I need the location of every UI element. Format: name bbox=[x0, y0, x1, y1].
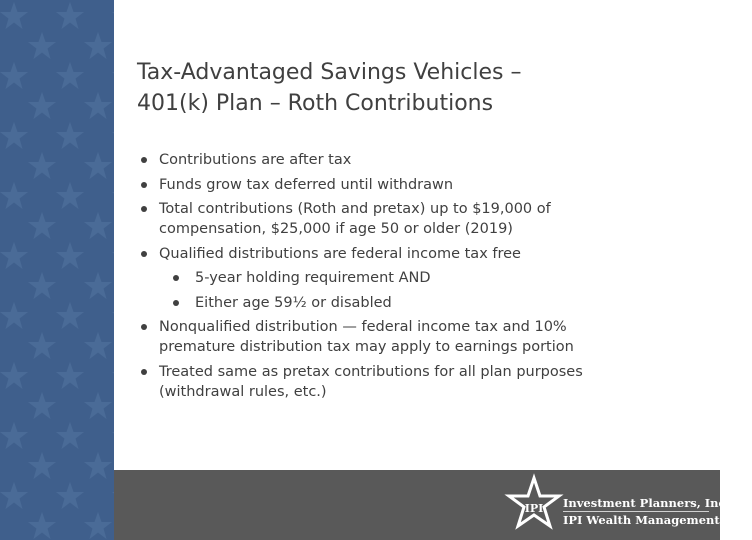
bullet-item bbox=[137, 175, 627, 195]
bullet-dot bbox=[141, 251, 147, 257]
sub-bullet-item bbox=[137, 293, 627, 313]
bullet-item bbox=[137, 317, 627, 357]
bullet-item bbox=[137, 362, 627, 402]
star-icon bbox=[508, 476, 562, 532]
bullet-text: 5-year holding requirement AND bbox=[195, 270, 431, 286]
bullet-dot bbox=[141, 369, 147, 375]
bullet-dot bbox=[141, 157, 147, 163]
bullet-dot bbox=[141, 206, 147, 212]
bullet-dot bbox=[173, 275, 179, 281]
bullet-text: Treated same as pretax contributions for all plan purposes (withdrawal rules, etc.) bbox=[159, 363, 583, 400]
bullet-text: Funds grow tax deferred until withdrawn bbox=[159, 176, 454, 193]
bullet-text: Contributions are after tax bbox=[159, 152, 352, 168]
company-name-1: Investment Planners, Inc. bbox=[563, 496, 730, 510]
bullet-dot bbox=[141, 182, 147, 188]
bullet-dot bbox=[141, 324, 147, 330]
company-logo bbox=[508, 476, 752, 536]
company-name-2: IPI Wealth Management, Inc. bbox=[563, 513, 752, 527]
bullet-list bbox=[137, 150, 627, 406]
bullet-dot bbox=[173, 300, 179, 306]
bullet-text: Total contributions (Roth and pretax) up to $19,000 of compensation, $25,000 if age 50 or older (2019) bbox=[159, 201, 551, 237]
bullet-text: Either age 59½ or disabled bbox=[195, 294, 392, 311]
star-pattern bbox=[0, 0, 114, 540]
bullet-text: Qualified distributions are federal income tax free bbox=[159, 245, 521, 262]
logo-mark-text: IPI bbox=[524, 502, 544, 515]
bullet-text: Nonqualified distribution — federal income tax and 10% premature distribution tax may apply to earnings portion bbox=[159, 319, 574, 355]
bullet-item bbox=[137, 199, 627, 239]
sidebar-pattern bbox=[0, 0, 114, 540]
bullet-item bbox=[137, 244, 627, 264]
slide-title bbox=[137, 57, 697, 119]
bullet-item bbox=[137, 150, 627, 170]
title-line-1: Tax-Advantaged Savings Vehicles – bbox=[137, 60, 522, 85]
logo-divider bbox=[563, 511, 709, 512]
sub-bullet-item bbox=[137, 268, 627, 288]
title-line-2: 401(k) Plan – Roth Contributions bbox=[137, 91, 494, 116]
